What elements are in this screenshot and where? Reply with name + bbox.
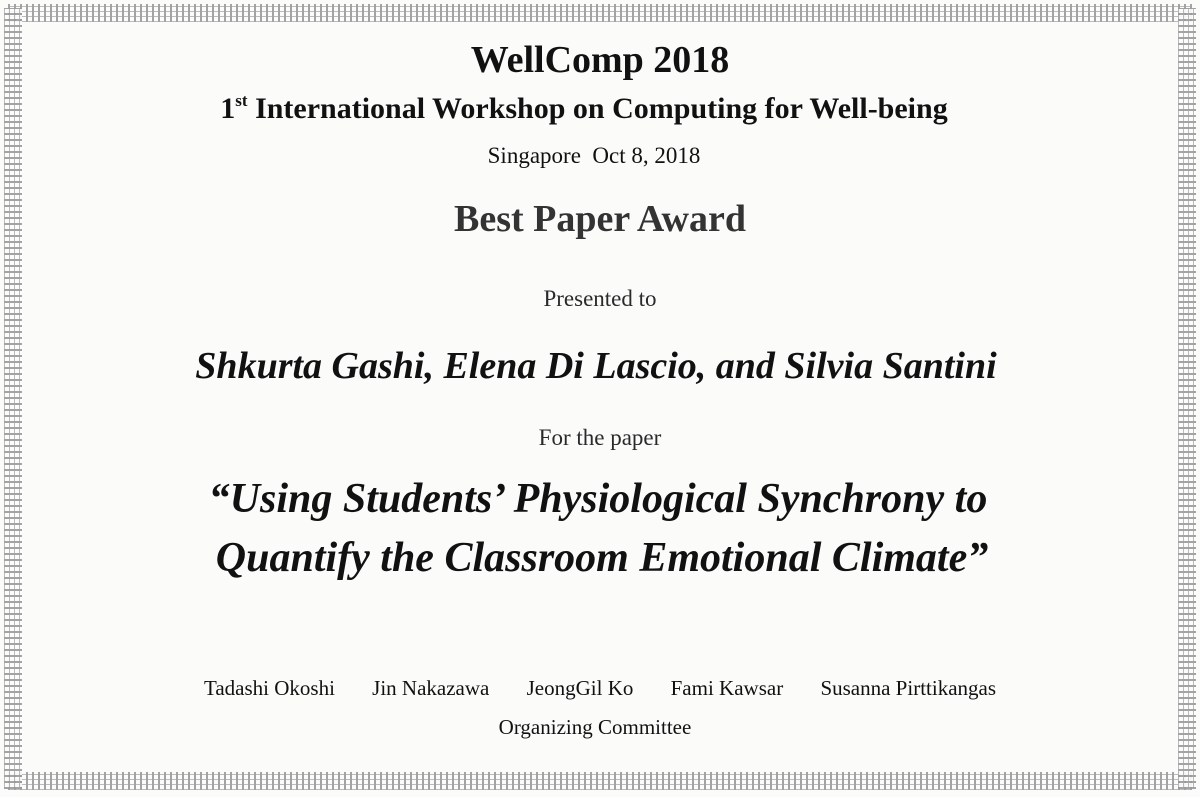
paper-title-line: Quantify the Classroom Emotional Climate” bbox=[215, 535, 989, 581]
committee-label: Organizing Committee bbox=[498, 715, 692, 739]
committee-member: Tadashi Okoshi bbox=[203, 676, 335, 700]
workshop-ordinal-suffix: st bbox=[235, 91, 248, 110]
committee-member: Jin Nakazawa bbox=[372, 676, 490, 700]
workshop-title: International Workshop on Computing for Well-being bbox=[255, 92, 948, 125]
paper-title-line: “Using Students’ Physiological Synchrony to bbox=[208, 476, 988, 522]
decorative-border-top bbox=[8, 4, 1192, 22]
committee-members bbox=[0, 676, 1200, 701]
location-date: Singapore Oct 8, 2018 bbox=[487, 143, 701, 168]
committee-member: Fami Kawsar bbox=[670, 676, 784, 700]
for-paper-label: For the paper bbox=[538, 425, 662, 450]
event-title: WellComp 2018 bbox=[470, 39, 730, 81]
recipient-names: Shkurta Gashi, Elena Di Lascio, and Silvia Santini bbox=[195, 345, 997, 387]
committee-member: Susanna Pirttikangas bbox=[820, 676, 997, 700]
presented-to-label: Presented to bbox=[543, 286, 657, 311]
decorative-border-bottom bbox=[8, 772, 1192, 790]
award-title: Best Paper Award bbox=[453, 198, 746, 240]
workshop-ordinal-number: 1 bbox=[220, 92, 236, 125]
committee-member: JeongGil Ko bbox=[526, 676, 634, 700]
workshop-name bbox=[0, 92, 1184, 126]
